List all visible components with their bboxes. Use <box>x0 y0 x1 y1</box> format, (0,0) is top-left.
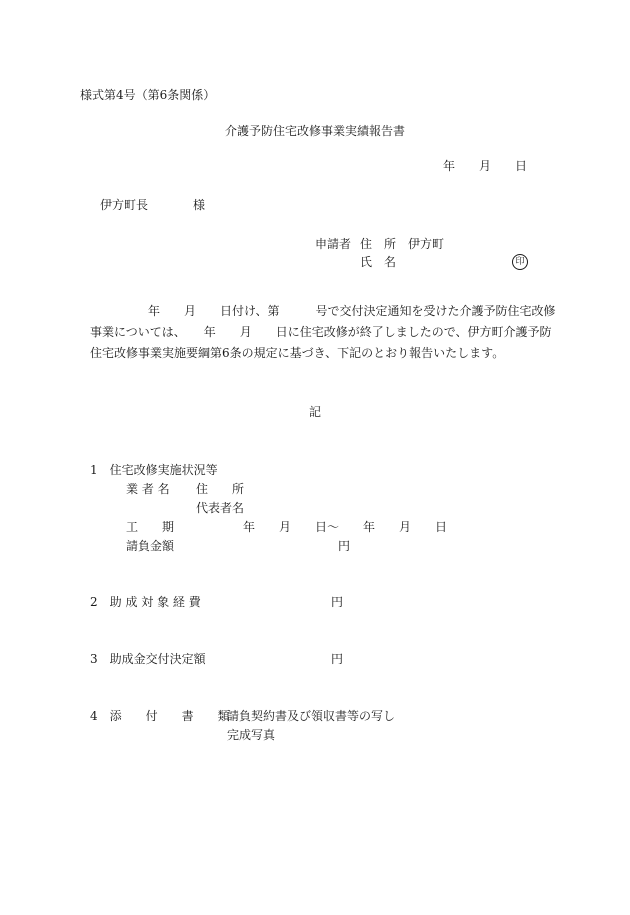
item1-heading: 1 住宅改修実施状況等 <box>90 463 218 477</box>
contract-amount-yen: 円 <box>338 539 351 553</box>
ki-heading: 記 <box>309 405 322 419</box>
document-title: 介護予防住宅改修事業実績報告書 <box>225 124 406 138</box>
date-day: 日 <box>515 159 528 173</box>
applicant-address-value: 伊方町 <box>408 237 445 251</box>
addressee-name: 伊方町長 <box>100 198 149 212</box>
period-label: 工 期 <box>126 520 175 534</box>
item2-yen: 円 <box>331 595 344 609</box>
item2-label: 2 助 成 対 象 経 費 <box>90 595 201 609</box>
applicant-address-label: 住 所 <box>360 237 397 251</box>
attachment-doc-1: 請負契約書及び領収書等の写し <box>227 709 396 723</box>
body-line-3: 住宅改修事業実施要綱第6条の規定に基づき、下記のとおり報告いたします。 <box>90 346 505 360</box>
period-value: 年 月 日～ 年 月 日 <box>243 520 448 534</box>
contractor-label: 業 者 名 <box>126 482 170 496</box>
body-line-1: 年 月 日付け、第 号で交付決定通知を受けた介護予防住宅改修 <box>148 304 556 318</box>
applicant-name-label: 氏 名 <box>360 255 397 269</box>
date-year: 年 <box>443 159 456 173</box>
seal-mark: 印 <box>512 254 528 270</box>
body-paragraph <box>90 301 560 364</box>
date-month: 月 <box>479 159 492 173</box>
item3-label: 3 助成金交付決定額 <box>90 652 206 666</box>
representative-label: 代表者名 <box>196 501 245 515</box>
item4-label: 4 添 付 書 類 <box>90 709 230 723</box>
addressee-honorific: 様 <box>193 198 206 212</box>
applicant-label: 申請者 <box>315 237 352 251</box>
body-line-2: 事業については、 年 月 日に住宅改修が終了しましたので、伊方町介護予防 <box>90 325 552 339</box>
form-number: 様式第4号（第6条関係） <box>80 88 216 102</box>
attachment-doc-2: 完成写真 <box>227 728 276 742</box>
item3-yen: 円 <box>331 652 344 666</box>
contract-amount-label: 請負金額 <box>126 539 175 553</box>
contractor-address-label: 住 所 <box>196 482 245 496</box>
